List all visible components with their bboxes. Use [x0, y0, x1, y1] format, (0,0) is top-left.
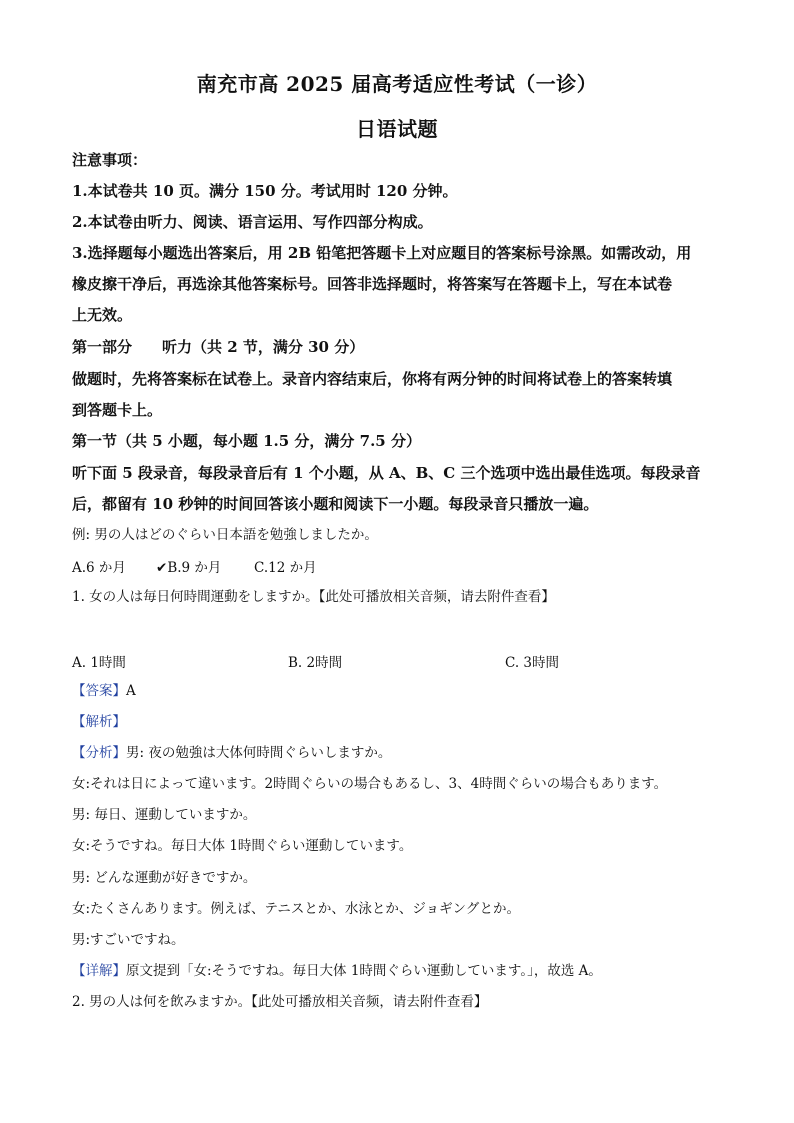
notes-item-1: 1.本试卷共 10 页。满分 150 分。考试用时 120 分钟。: [72, 182, 458, 200]
analysis-tag: 【解析】: [72, 714, 126, 730]
dialogue-line-7: 男:すごいですね。: [72, 932, 185, 948]
page-title: 南充市高 2025 届高考适应性考试（一诊）: [196, 72, 598, 96]
q1-answer: [72, 681, 732, 701]
q1-detail: [72, 961, 732, 981]
example-option-b-label: B.9 か月: [167, 560, 222, 576]
dialogue-line-5: 男: どんな運動が好きですか。: [72, 870, 257, 886]
section1-heading: 第一节（共 5 小题，每小题 1.5 分，满分 7.5 分）: [72, 432, 421, 450]
dialogue-line-4: 女:そうですね。毎日大体 1時間ぐらい運動しています。: [72, 838, 413, 854]
notes-item-3-line-1: 3.选择题每小题选出答案后，用 2B 铅笔把答题卡上对应题目的答案标号涂黑。如需改动，用: [72, 244, 692, 262]
dialogue-line-1: [72, 743, 732, 763]
example-question: 例: 男の人はどのぐらい日本語を勉強しましたか。: [72, 527, 378, 543]
fenxi-tag: 【分析】: [72, 745, 126, 761]
example-option-a: A.6 か月: [72, 560, 126, 576]
dialogue-line-3: 男: 毎日、運動していますか。: [72, 807, 257, 823]
q1-option-b: B. 2時間: [288, 655, 343, 671]
answer-tag: 【答案】: [72, 683, 126, 699]
section1-instructions-line-2: 后，都留有 10 秒钟的时间回答该小题和阅读下一小题。每段录音只播放一遍。: [72, 495, 599, 513]
example-option-c: C.12 か月: [254, 560, 317, 576]
part1-instructions-line-2: 到答题卡上。: [72, 401, 163, 419]
notes-item-3-line-3: 上无效。: [72, 306, 133, 324]
page-subtitle: 日语试题: [356, 117, 438, 141]
answer-value: A: [126, 683, 136, 699]
q1-option-c: C. 3時間: [505, 655, 560, 671]
detail-text: 原文提到「女:そうですね。毎日大体 1時間ぐらい運動しています。」，故选 A。: [126, 963, 602, 979]
q1-question: 1. 女の人は毎日何時間運動をしますか。【此处可播放相关音频，请去附件查看】: [72, 589, 555, 605]
example-option-b: [156, 556, 221, 576]
part1-instructions-line-1: 做题时，先将答案标在试卷上。录音内容结束后，你将有两分钟的时间将试卷上的答案转填: [72, 370, 673, 388]
check-mark-icon: ✔: [156, 560, 168, 576]
dialogue-line-6: 女:たくさんあります。例えば、テニスとか、水泳とか、ジョギングとか。: [72, 901, 521, 917]
q1-option-a: A. 1時間: [72, 655, 126, 671]
section1-instructions-line-1: 听下面 5 段录音，每段录音后有 1 个小题，从 A、B、C 三个选项中选出最佳选项。每段录音: [72, 464, 701, 482]
detail-tag: 【详解】: [72, 963, 126, 979]
dialogue-line-2: 女:それは日によって違います。2時間ぐらいの場合もあるし、3、4時間ぐらいの場合もあります。: [72, 776, 668, 792]
q2-question: 2. 男の人は何を飲みますか。【此处可播放相关音频，请去附件查看】: [72, 994, 488, 1010]
notes-item-3-line-2: 橡皮擦干净后，再选涂其他答案标号。回答非选择题时，将答案写在答题卡上，写在本试卷: [72, 275, 673, 293]
notes-heading: 注意事项：: [72, 151, 148, 169]
dialogue-text: 男: 夜の勉強は大体何時間ぐらいしますか。: [126, 745, 392, 761]
part1-heading: 第一部分 听力（共 2 节，满分 30 分）: [72, 338, 365, 356]
notes-item-2: 2.本试卷由听力、阅读、语言运用、写作四部分构成。: [72, 213, 433, 231]
